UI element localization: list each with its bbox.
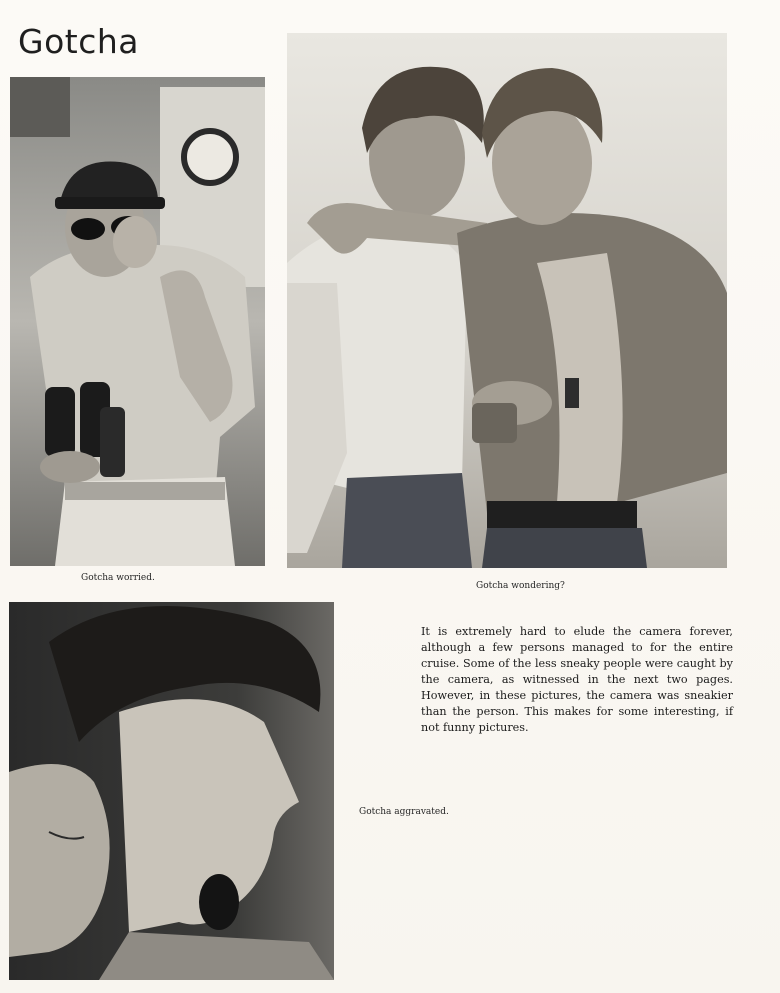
page-title: Gotcha: [18, 22, 139, 61]
caption-wondering: Gotcha wondering?: [476, 581, 565, 591]
photo-two-friends-image: [287, 33, 727, 568]
body-paragraph: It is extremely hard to elude the camera forever, although a few persons managed to for the entire cruise. Some of the less sneaky people were caught by the camera, as witnessed in the next two pages. However, in these pictures, the camera was sneakier than the person. This makes for some interesting, if not funny pictures.: [421, 625, 733, 734]
photo-officer-binoculars-image: [10, 77, 265, 566]
photo-officer-binoculars: [10, 77, 265, 566]
photo-man-yawning-image: [9, 602, 334, 980]
caption-aggravated: Gotcha aggravated.: [359, 807, 449, 817]
caption-worried: Gotcha worried.: [81, 573, 155, 583]
photo-man-yawning: [9, 602, 334, 980]
photo-two-friends: [287, 33, 727, 568]
